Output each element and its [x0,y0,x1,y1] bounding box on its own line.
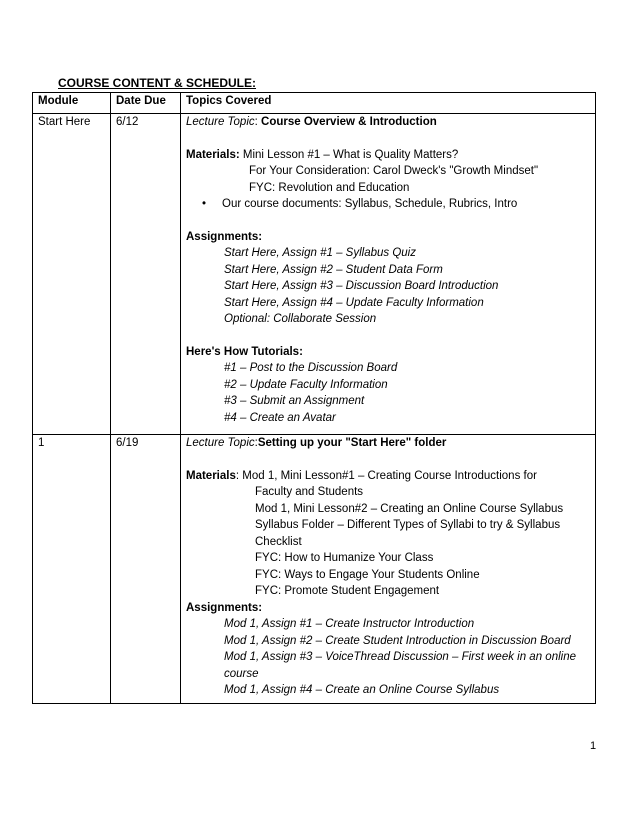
lecture-topic-line [186,437,590,454]
module-cell: 1 [33,435,111,704]
bullet-item [186,198,590,215]
materials-line [186,470,590,487]
assignments-label: Assignments: [186,601,263,614]
tutorial-item: #2 – Update Faculty Information [224,378,388,391]
lecture-topic-line [186,116,590,133]
materials-item: Syllabus Folder – Different Types of Syllabi to try & Syllabus [255,519,561,531]
assignment-item: course [224,667,259,680]
lecture-topic-separator: : [254,437,258,449]
tutorials-label: Here's How Tutorials: [186,345,303,358]
assignment-item: Mod 1, Assign #4 – Create an Online Course Syllabus [224,684,500,696]
lecture-topic-title: Setting up your "Start Here" folder [257,437,447,449]
materials-label: Materials: [186,148,240,161]
tutorial-item: #3 – Submit an Assignment [224,395,365,407]
column-header-date-due: Date Due [111,93,181,114]
assignment-item: Start Here, Assign #3 – Discussion Board Introduction [224,280,499,292]
assignment-item: Optional: Collaborate Session [224,313,377,325]
assignment-item: Start Here, Assign #4 – Update Faculty Information [224,296,484,309]
assignments-label: Assignments: [186,230,263,243]
materials-label: Materials [186,469,236,482]
page-number: 1 [590,740,597,752]
materials-item: Mini Lesson #1 – What is Quality Matters? [239,148,459,161]
column-header-topics-covered: Topics Covered [181,93,596,114]
lecture-topic-label: Lecture Topic [186,437,255,449]
column-header-module: Module [33,93,111,114]
module-cell: Start Here [33,114,111,435]
assignment-item: Start Here, Assign #1 – Syllabus Quiz [224,247,416,259]
materials-item: Mod 1, Mini Lesson#2 – Creating an Online Course Syllabus [255,502,564,515]
table-header-row [33,93,596,114]
bullet-text: Our course documents: Syllabus, Schedule, Rubrics, Intro [222,198,518,210]
table-row [33,435,596,704]
schedule-table [32,92,596,704]
materials-item: FYC: Revolution and Education [249,181,410,194]
assignment-item: Mod 1, Assign #2 – Create Student Introduction in Discussion Board [224,634,571,647]
materials-item: : Mod 1, Mini Lesson#1 – Creating Course Introductions for [235,469,537,482]
date-due-cell: 6/19 [111,435,181,704]
topics-cell [181,435,596,704]
bullet-icon: • [202,198,207,210]
materials-item: Checklist [255,535,302,548]
materials-item: FYC: Ways to Engage Your Students Online [255,568,480,581]
lecture-topic-title: Course Overview & Introduction [261,116,437,128]
materials-item: Faculty and Students [255,486,364,498]
table-row [33,114,596,435]
materials-line [186,149,590,166]
lecture-topic-label: Lecture Topic [186,116,255,128]
tutorial-item: #1 – Post to the Discussion Board [224,362,398,374]
tutorial-item: #4 – Create an Avatar [224,411,336,424]
lecture-topic-separator: : [254,116,262,128]
materials-item: For Your Consideration: Carol Dweck's "Growth Mindset" [249,165,539,177]
materials-item: FYC: Promote Student Engagement [255,585,440,597]
schedule-heading: COURSE CONTENT & SCHEDULE: [58,76,257,90]
assignment-item: Mod 1, Assign #3 – VoiceThread Discussion – First week in an online [224,651,576,663]
assignment-item: Start Here, Assign #2 – Student Data Form [224,263,443,276]
date-due-cell: 6/12 [111,114,181,435]
materials-item: FYC: How to Humanize Your Class [255,552,434,564]
topics-cell [181,114,596,435]
assignment-item: Mod 1, Assign #1 – Create Instructor Introduction [224,618,475,630]
